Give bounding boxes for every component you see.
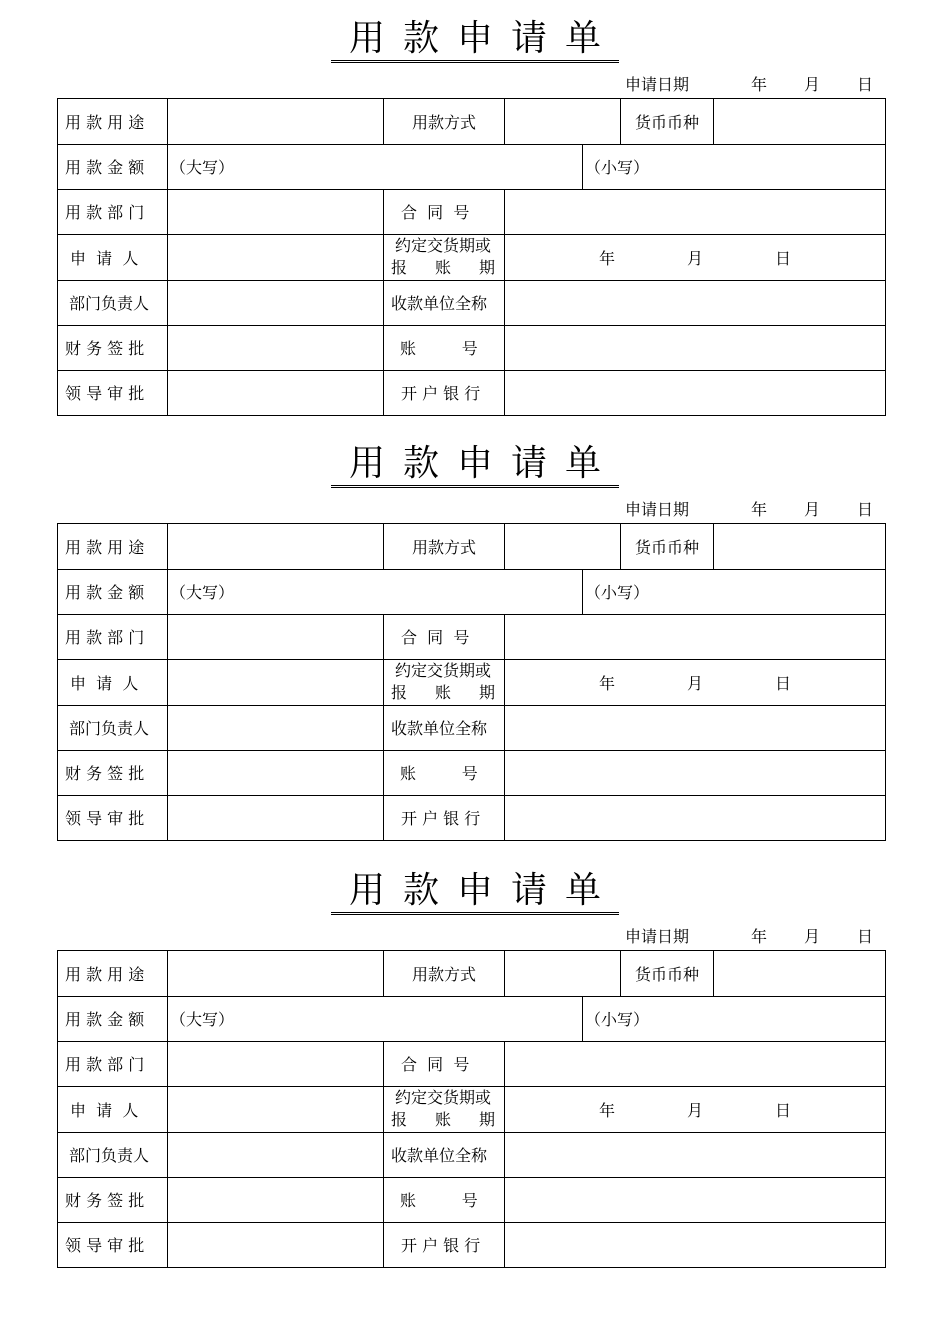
delivery-label-char: 期 — [478, 1110, 495, 1129]
method-field[interactable] — [505, 951, 620, 996]
delivery-date-field[interactable] — [505, 234, 883, 280]
account-label: 账 号 — [400, 1191, 478, 1210]
amount-lower-field[interactable] — [585, 996, 883, 1041]
delivery-year: 年 — [599, 1101, 616, 1120]
col-divider — [582, 144, 583, 189]
apply-date-year: 年 — [751, 927, 768, 946]
form-grid — [57, 98, 886, 416]
method-label: 用款方式 — [411, 965, 476, 984]
amount-lower-field[interactable] — [585, 569, 883, 614]
amount-upper-field[interactable] — [170, 996, 580, 1041]
dept-label: 用 款 部 门 — [65, 1055, 145, 1074]
apply-date-day: 日 — [857, 75, 874, 94]
account-label: 账 号 — [400, 764, 478, 783]
method-label: 用款方式 — [411, 538, 476, 557]
form-title-text: 用款申请单 — [331, 870, 619, 915]
delivery-label — [391, 659, 495, 705]
currency-field[interactable] — [714, 99, 884, 144]
delivery-label-char: 账 — [434, 1110, 451, 1129]
dept-head-field[interactable] — [168, 705, 383, 750]
form-title — [0, 18, 950, 68]
delivery-day: 日 — [775, 249, 792, 268]
delivery-label — [391, 234, 495, 280]
apply-date-row — [620, 497, 885, 519]
amount-upper-label: （大写） — [170, 158, 235, 177]
dept-label: 用 款 部 门 — [65, 203, 145, 222]
delivery-date-field[interactable] — [505, 1086, 883, 1132]
amount-lower-label: （小写） — [585, 583, 650, 602]
contract-label: 合 同 号 — [401, 1055, 470, 1074]
dept-head-label: 部门负责人 — [69, 1146, 150, 1165]
payee-field[interactable] — [505, 1132, 883, 1177]
bank-field[interactable] — [505, 795, 883, 840]
amount-upper-field[interactable] — [170, 144, 580, 189]
finance-label: 财 务 签 批 — [65, 1191, 145, 1210]
payee-label: 收款单位全称 — [391, 1146, 488, 1165]
delivery-label-line1: 约定交货期或 — [394, 661, 491, 680]
bank-label: 开 户 银 行 — [401, 384, 481, 403]
bank-field[interactable] — [505, 370, 883, 415]
applicant-label: 申 请 人 — [70, 248, 139, 268]
apply-date-row — [620, 924, 885, 946]
delivery-date-field[interactable] — [505, 659, 883, 705]
contract-field[interactable] — [505, 614, 883, 659]
apply-date-label: 申请日期 — [625, 75, 690, 94]
dept-head-field[interactable] — [168, 1132, 383, 1177]
apply-date-month: 月 — [804, 500, 821, 519]
payee-label: 收款单位全称 — [391, 294, 488, 313]
account-field[interactable] — [505, 1177, 883, 1222]
applicant-label: 申 请 人 — [70, 1100, 139, 1120]
form-title — [0, 870, 950, 920]
col-divider — [582, 569, 583, 614]
account-field[interactable] — [505, 750, 883, 795]
col-divider — [383, 614, 384, 840]
applicant-label: 申 请 人 — [70, 673, 139, 693]
apply-date-day: 日 — [857, 927, 874, 946]
apply-date-label: 申请日期 — [625, 500, 690, 519]
delivery-label-char: 报 — [391, 683, 408, 702]
amount-upper-label: （大写） — [170, 583, 235, 602]
col-divider — [383, 189, 384, 415]
finance-field[interactable] — [168, 750, 383, 795]
delivery-label-line2 — [391, 257, 495, 279]
apply-date-label: 申请日期 — [625, 927, 690, 946]
purpose-label: 用 款 用 途 — [65, 113, 145, 132]
currency-field[interactable] — [714, 524, 884, 569]
delivery-month: 月 — [687, 674, 704, 693]
apply-date-year: 年 — [751, 75, 768, 94]
amount-lower-label: （小写） — [585, 158, 650, 177]
delivery-month: 月 — [687, 249, 704, 268]
amount-lower-field[interactable] — [585, 144, 883, 189]
leader-label: 领 导 审 批 — [65, 809, 145, 828]
delivery-label-char: 账 — [434, 683, 451, 702]
dept-field[interactable] — [168, 189, 383, 234]
contract-field[interactable] — [505, 1041, 883, 1086]
delivery-label-line2 — [391, 1109, 495, 1131]
leader-field[interactable] — [168, 1222, 383, 1267]
dept-field[interactable] — [168, 1041, 383, 1086]
delivery-label-line1: 约定交货期或 — [394, 1088, 491, 1107]
amount-label: 用 款 金 额 — [65, 583, 145, 602]
form-title-text: 用款申请单 — [331, 443, 619, 488]
amount-upper-field[interactable] — [170, 569, 580, 614]
dept-head-label: 部门负责人 — [69, 294, 150, 313]
amount-label: 用 款 金 额 — [65, 1010, 145, 1029]
bank-label: 开 户 银 行 — [401, 1236, 481, 1255]
delivery-label-char: 期 — [478, 683, 495, 702]
delivery-label — [391, 1086, 495, 1132]
delivery-label-line1: 约定交货期或 — [394, 236, 491, 255]
purpose-field[interactable] — [168, 99, 383, 144]
form-grid — [57, 523, 886, 841]
payee-field[interactable] — [505, 705, 883, 750]
dept-label: 用 款 部 门 — [65, 628, 145, 647]
amount-lower-label: （小写） — [585, 1010, 650, 1029]
method-field[interactable] — [505, 99, 620, 144]
currency-label: 货币币种 — [634, 113, 699, 132]
leader-label: 领 导 审 批 — [65, 384, 145, 403]
delivery-year: 年 — [599, 674, 616, 693]
delivery-label-char: 期 — [478, 258, 495, 277]
apply-date-month: 月 — [804, 927, 821, 946]
amount-label: 用 款 金 额 — [65, 158, 145, 177]
apply-date-row — [620, 72, 885, 94]
delivery-month: 月 — [687, 1101, 704, 1120]
delivery-label-char: 报 — [391, 258, 408, 277]
contract-field[interactable] — [505, 189, 883, 234]
method-field[interactable] — [505, 524, 620, 569]
col-divider — [582, 996, 583, 1041]
finance-field[interactable] — [168, 325, 383, 370]
bank-label: 开 户 银 行 — [401, 809, 481, 828]
col-divider — [383, 1041, 384, 1267]
purpose-label: 用 款 用 途 — [65, 965, 145, 984]
form-grid — [57, 950, 886, 1268]
leader-label: 领 导 审 批 — [65, 1236, 145, 1255]
dept-head-label: 部门负责人 — [69, 719, 150, 738]
applicant-field[interactable] — [168, 659, 383, 705]
payee-field[interactable] — [505, 280, 883, 325]
method-label: 用款方式 — [411, 113, 476, 132]
payee-label: 收款单位全称 — [391, 719, 488, 738]
apply-date-day: 日 — [857, 500, 874, 519]
contract-label: 合 同 号 — [401, 628, 470, 647]
delivery-label-char: 账 — [434, 258, 451, 277]
dept-field[interactable] — [168, 614, 383, 659]
apply-date-month: 月 — [804, 75, 821, 94]
applicant-field[interactable] — [168, 1086, 383, 1132]
account-label: 账 号 — [400, 339, 478, 358]
delivery-day: 日 — [775, 1101, 792, 1120]
leader-field[interactable] — [168, 795, 383, 840]
finance-field[interactable] — [168, 1177, 383, 1222]
finance-label: 财 务 签 批 — [65, 764, 145, 783]
payment-request-form — [0, 443, 950, 863]
form-title-text: 用款申请单 — [331, 18, 619, 63]
delivery-year: 年 — [599, 249, 616, 268]
account-field[interactable] — [505, 325, 883, 370]
purpose-field[interactable] — [168, 524, 383, 569]
finance-label: 财 务 签 批 — [65, 339, 145, 358]
delivery-day: 日 — [775, 674, 792, 693]
contract-label: 合 同 号 — [401, 203, 470, 222]
leader-field[interactable] — [168, 370, 383, 415]
delivery-label-line2 — [391, 682, 495, 704]
amount-upper-label: （大写） — [170, 1010, 235, 1029]
bank-field[interactable] — [505, 1222, 883, 1267]
purpose-label: 用 款 用 途 — [65, 538, 145, 557]
currency-label: 货币币种 — [634, 965, 699, 984]
currency-label: 货币币种 — [634, 538, 699, 557]
form-title — [0, 443, 950, 493]
payment-request-form — [0, 18, 950, 438]
applicant-field[interactable] — [168, 234, 383, 280]
purpose-field[interactable] — [168, 951, 383, 996]
apply-date-year: 年 — [751, 500, 768, 519]
payment-request-form — [0, 870, 950, 1290]
currency-field[interactable] — [714, 951, 884, 996]
delivery-label-char: 报 — [391, 1110, 408, 1129]
dept-head-field[interactable] — [168, 280, 383, 325]
